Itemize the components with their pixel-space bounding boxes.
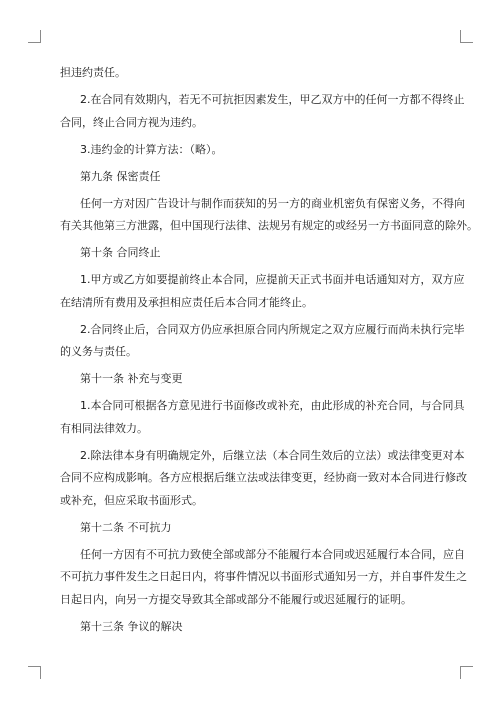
document-line: 1.甲方或乙方如要提前终止本合同，应提前天正式书面并电话通知对方，双方应 xyxy=(80,273,465,286)
document-line: 第十二条 不可抗力 xyxy=(80,520,172,534)
document-body xyxy=(60,62,478,638)
document-line: 1.本合同可根据各方意见进行书面修改或补充，由此形成的补充合同，与合同具 xyxy=(80,399,465,412)
document-line: 第十条 合同终止 xyxy=(80,246,161,259)
document-line: 的义务与责任。 xyxy=(60,345,137,358)
document-line: 有相同法律效力。 xyxy=(60,421,148,435)
document-line: 在结清所有费用及承担相应责任后本合同才能终止。 xyxy=(60,295,313,309)
document-line: 第十一条 补充与变更 xyxy=(80,372,183,385)
document-line: 任何一方对因广告设计与制作而获知的另一方的商业机密负有保密义务，不得向 xyxy=(80,196,465,210)
document-line: 有关其他第三方泄露，但中国现行法律、法规另有规定的或经另一方书面同意的除外。 xyxy=(60,219,478,232)
document-line: 任何一方因有不可抗力致使全部或部分不能履行本合同或迟延履行本合同，应自 xyxy=(80,547,465,561)
document-line: 合同不应构成影响。各方应根据后继立法或法律变更，经协商一致对本合同进行修改 xyxy=(60,471,467,484)
crop-mark-bottom-right xyxy=(460,666,473,679)
document-line: 第十三条 争议的解决 xyxy=(80,619,183,633)
document-line: 第九条 保密责任 xyxy=(80,169,161,183)
document-line: 日起日内，向另一方提交导致其全部或部分不能履行或迟延履行的证明。 xyxy=(60,592,412,606)
document-line: 不可抗力事件发生之日起日内，将事件情况以书面形式通知另一方，并自事件发生之 xyxy=(60,570,467,583)
crop-mark-bottom-left xyxy=(28,666,41,679)
document-line: 担违约责任。 xyxy=(60,66,126,79)
document-line: 3.违约金的计算方法：（略）。 xyxy=(80,142,223,156)
crop-mark-top-left xyxy=(28,30,41,43)
document-line: 或补充，但应采取书面形式。 xyxy=(60,493,203,507)
document-line: 合同，终止合同方视为违约。 xyxy=(60,115,203,129)
document-line: 2.合同终止后，合同双方仍应承担原合同内所规定之双方应履行而尚未执行完毕 xyxy=(80,322,465,336)
document-line: 2.在合同有效期内，若无不可抗拒因素发生，甲乙双方中的任何一方都不得终止 xyxy=(80,93,465,106)
crop-mark-top-right xyxy=(460,30,473,43)
document-line: 2.除法律本身有明确规定外，后继立法（本合同生效后的立法）或法律变更对本 xyxy=(80,448,465,462)
